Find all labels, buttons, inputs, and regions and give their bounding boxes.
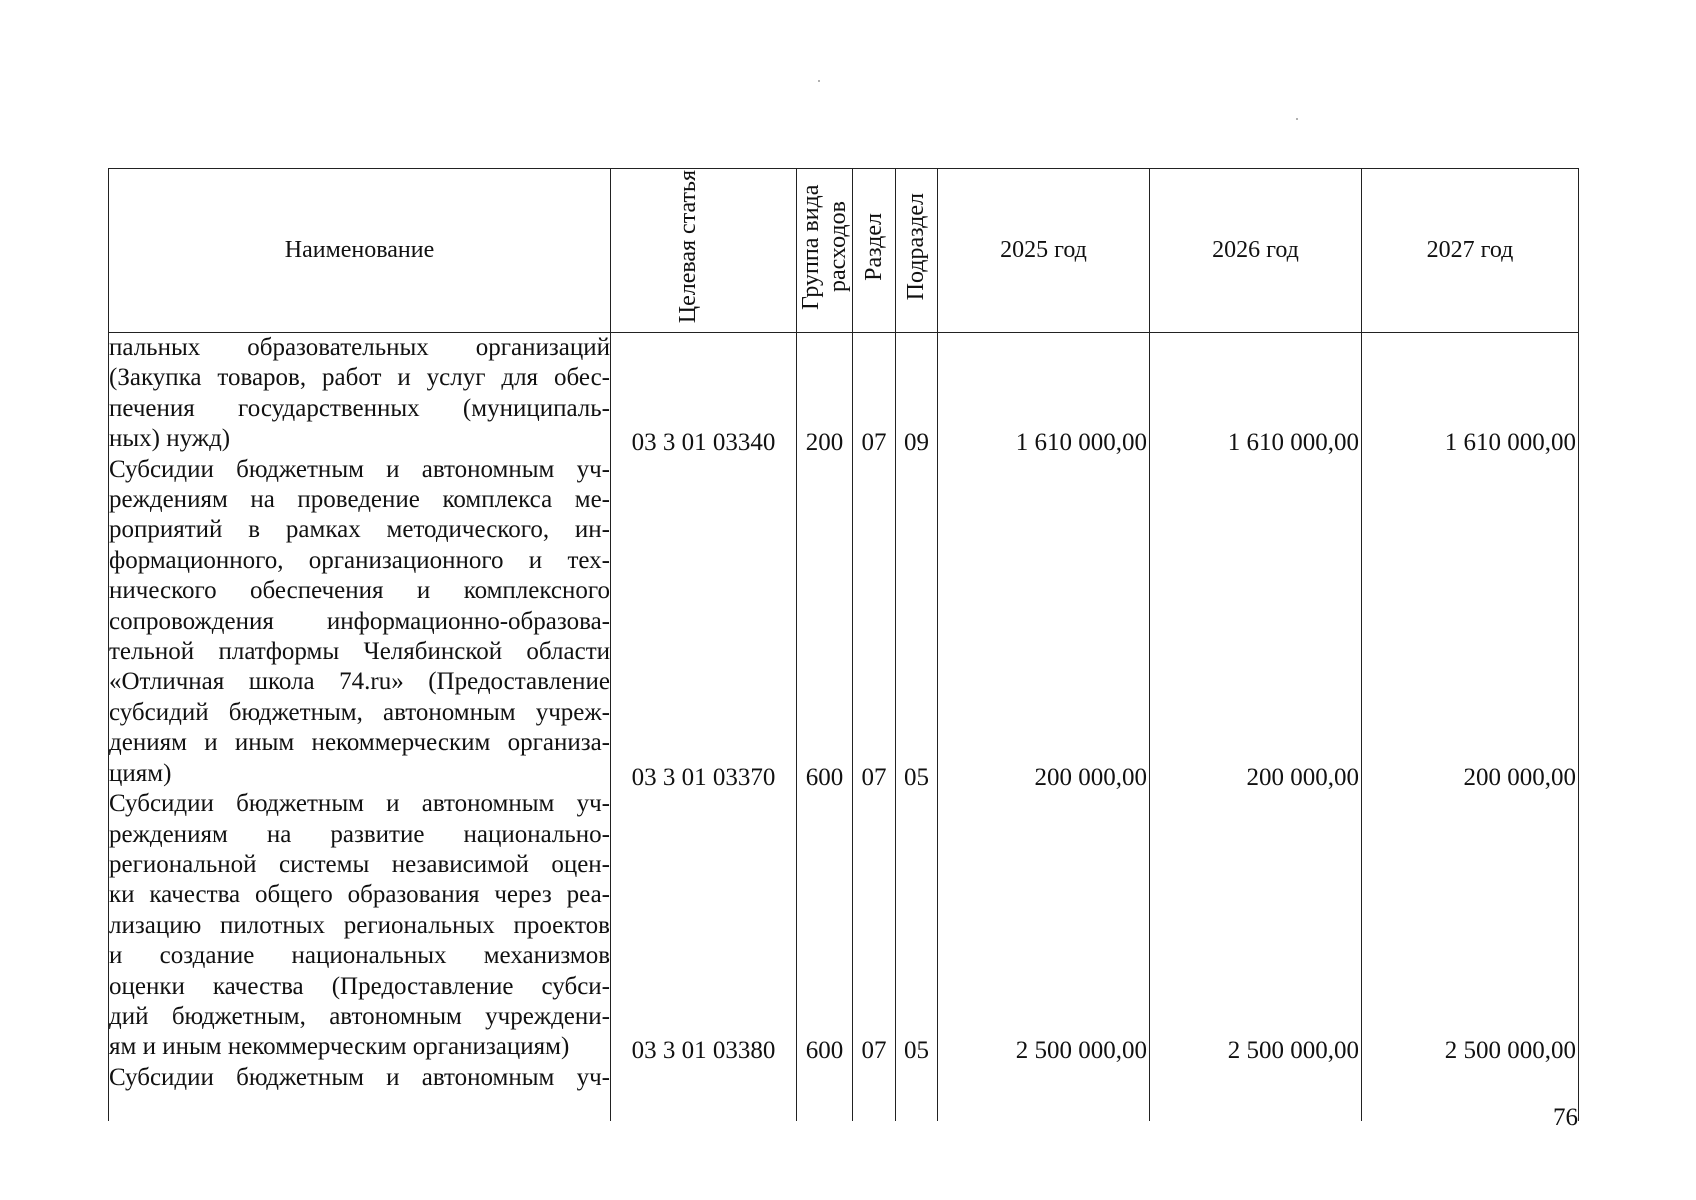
- budget-table: [108, 168, 1579, 1121]
- name-cell: [109, 333, 611, 1122]
- name-line: и создание национальных механизмов: [109, 942, 610, 970]
- y2025-cell: [938, 333, 1150, 1122]
- table-cell-section: 07: [861, 763, 887, 791]
- name-line: сопровождения информационно-образова-: [109, 607, 610, 635]
- table-cell-subsection: 05: [904, 763, 929, 791]
- table-cell-y2026: 200 000,00: [1246, 763, 1359, 791]
- name-line: дениям и иным некоммерческим организа-: [109, 729, 610, 757]
- table-cell-y2025: 200 000,00: [1034, 763, 1147, 791]
- table-cell-section: 07: [861, 1037, 887, 1065]
- page-number: 76: [1553, 1104, 1578, 1131]
- name-line: Субсидии бюджетным и автономным уч-: [109, 455, 610, 483]
- table-cell-y2026: 1 610 000,00: [1227, 429, 1359, 457]
- table-cell-y2025: 1 610 000,00: [1015, 429, 1147, 457]
- table-cell-expense-group: 200: [805, 429, 844, 457]
- name-line: циям): [109, 759, 172, 787]
- target-article-cell: [611, 333, 797, 1122]
- y2026-cell: [1150, 333, 1362, 1122]
- name-line: ных) нужд): [109, 425, 231, 453]
- name-line: роприятий в рамках методического, ин-: [109, 516, 610, 544]
- name-text: [109, 333, 610, 1093]
- name-line: (Закупка товаров, работ и услуг для обес-: [109, 364, 610, 392]
- table-cell-y2027: 200 000,00: [1463, 763, 1576, 791]
- name-line: «Отличная школа 74.ru» (Предоставление: [109, 668, 610, 696]
- header-2027: 2027 год: [1362, 169, 1579, 333]
- scan-speck: [818, 80, 820, 82]
- name-line: субсидий бюджетным, автономным учреж-: [109, 698, 610, 726]
- name-line: формационного, организационного и тех-: [109, 546, 610, 574]
- table-cell-y2027: 1 610 000,00: [1444, 429, 1576, 457]
- name-line: региональной системы независимой оцен-: [109, 850, 610, 878]
- header-row: [109, 169, 1579, 333]
- table-cell-y2026: 2 500 000,00: [1227, 1037, 1359, 1065]
- expense-group-cell: [797, 333, 853, 1122]
- name-line: лизацию пилотных региональных проектов: [109, 911, 610, 939]
- section-cell: [853, 333, 896, 1122]
- header-name: Наименование: [109, 169, 611, 333]
- table-cell-section: 07: [861, 429, 887, 457]
- header-expense-group: Группа вида расходов: [797, 169, 853, 333]
- table-cell-target-article: 03 3 01 03340: [631, 429, 776, 457]
- scan-speck: [1296, 118, 1298, 120]
- table-body-row: [109, 333, 1579, 1122]
- table-cell-target-article: 03 3 01 03370: [631, 763, 776, 791]
- table-cell-y2025: 2 500 000,00: [1015, 1037, 1147, 1065]
- name-line: Субсидии бюджетным и автономным уч-: [109, 1063, 610, 1091]
- table-cell-y2027: 2 500 000,00: [1444, 1037, 1576, 1065]
- name-line: оценки качества (Предоставление субси-: [109, 972, 610, 1000]
- name-line: Субсидии бюджетным и автономным уч-: [109, 790, 610, 818]
- name-line: реждениям на развитие национально-: [109, 820, 610, 848]
- name-line: дий бюджетным, автономным учреждени-: [109, 1002, 610, 1030]
- name-line: ям и иным некоммерческим организациям): [109, 1033, 570, 1061]
- y2027-cell: [1362, 333, 1579, 1122]
- table-cell-subsection: 05: [904, 1037, 929, 1065]
- header-section: Раздел: [853, 169, 896, 333]
- header-subsection: Подраздел: [896, 169, 938, 333]
- table-cell-subsection: 09: [904, 429, 929, 457]
- name-line: нического обеспечения и комплексного: [109, 577, 610, 605]
- name-line: реждениям на проведение комплекса ме-: [109, 486, 610, 514]
- header-2025: 2025 год: [938, 169, 1150, 333]
- name-line: тельной платформы Челябинской области: [109, 638, 610, 666]
- table-cell-expense-group: 600: [805, 1037, 844, 1065]
- table-cell-expense-group: 600: [805, 763, 844, 791]
- name-line: печения государственных (муниципаль-: [109, 394, 610, 422]
- name-line: ки качества общего образования через реа-: [109, 881, 610, 909]
- table-cell-target-article: 03 3 01 03380: [631, 1037, 776, 1065]
- name-line: пальных образовательных организаций: [109, 334, 610, 361]
- header-target-article: Целевая статья: [611, 169, 797, 333]
- header-2026: 2026 год: [1150, 169, 1362, 333]
- subsection-cell: [896, 333, 938, 1122]
